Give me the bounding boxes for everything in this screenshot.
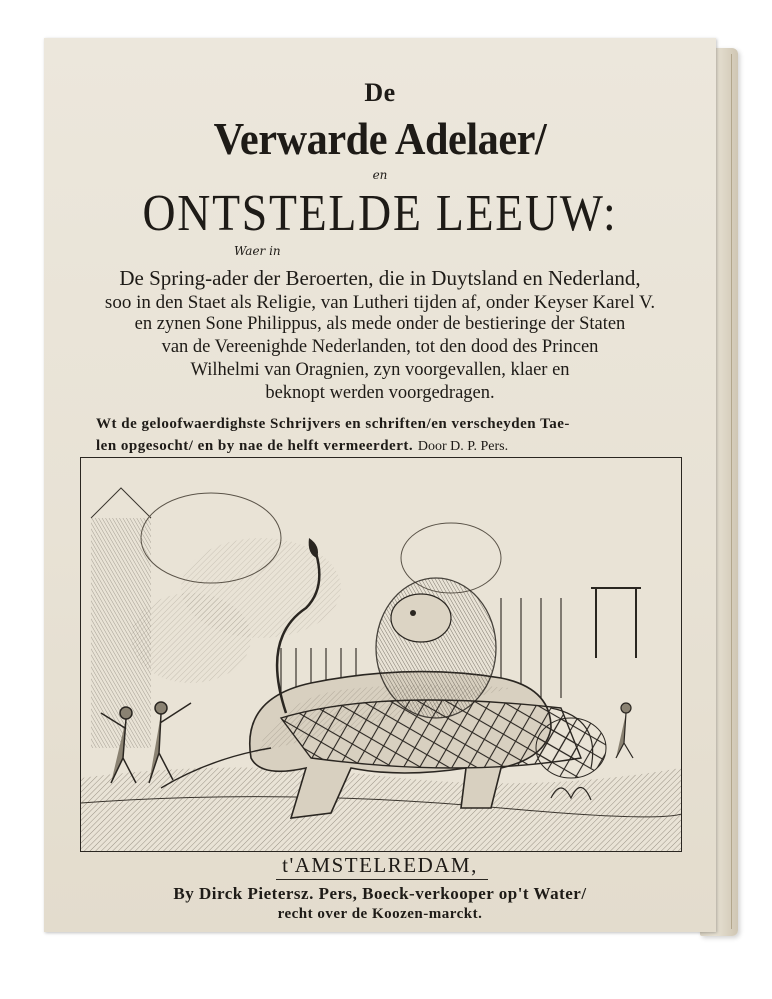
title-line-de: De [364,78,396,107]
fraktur-line-2: len opgesocht/ en by nae de helft vermeerdert. [96,438,414,454]
body-line-5: Wilhelmi van Oragnien, zyn voorgevallen, klaer en [190,360,570,380]
fraktur-line-1: Wt de geloofwaerdighste Schrijvers en schriften/en verscheyden Tae- [96,416,570,432]
fraktur-line-2-wrap [96,436,508,455]
title-line-waer-in: Waer in [234,244,281,258]
imprint-rule [276,879,488,880]
imprint-address: recht over de Koozen-marckt. [277,906,483,922]
engraving-illustration [81,458,681,851]
title-page [44,38,716,932]
body-line-6: beknopt werden voorgedragen. [265,383,495,403]
imprint-publisher: By Dirck Pietersz. Pers, Boeck-verkooper op't Water/ [173,884,587,903]
body-line-1: De Spring-ader der Beroerten, die in Duytsland en Nederland, [119,266,641,290]
lion-caught-in-net-engraving [80,457,682,852]
body-line-4: van de Vereenighde Nederlanden, tot den dood des Princen [161,337,599,357]
title-line-en: en [372,168,388,182]
author-credit: Door D. P. Pers. [417,439,509,454]
title-line-ontstelde-leeuw: ONTSTELDE LEEUW: [142,185,618,242]
body-line-3: en zynen Sone Philippus, als mede onder de bestieringe der Staten [134,314,626,334]
title-line-verwarde-adelaer: Verwarde Adelaer/ [213,113,547,164]
body-line-2: soo in den Staet als Religie, van Lutheri tijden af, onder Keyser Karel V. [104,292,656,313]
imprint-place: t'AMSTELREDAM, [282,853,478,877]
